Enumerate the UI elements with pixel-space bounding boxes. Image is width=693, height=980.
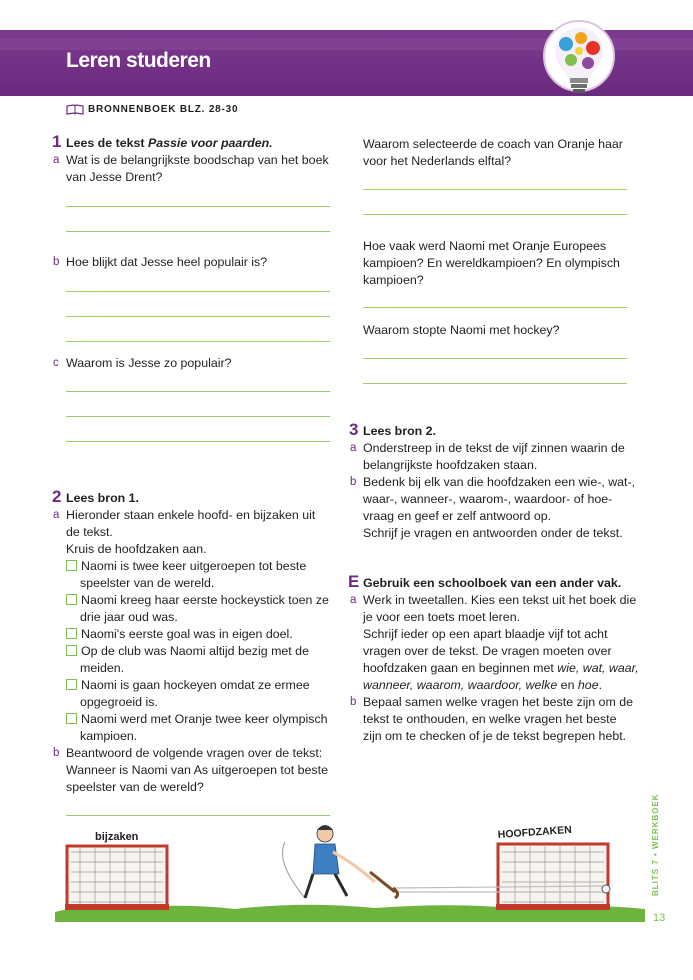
right-goal [496, 844, 610, 910]
option-2-line-2: drie jaar oud was. [80, 610, 178, 624]
question-1b-text: Hoe blijkt dat Jesse heel populair is? [66, 255, 268, 269]
question-ea-letter: a [350, 594, 357, 606]
question-2b-r2: Hoe vaak werd Naomi met Oranje Europees [363, 239, 607, 253]
question-3b-text: Bedenk bij elk van die hoofdzaken een wie-, wat-, [363, 475, 636, 489]
question-1c-text: Waarom is Jesse zo populair? [66, 356, 232, 370]
left-goal-label: bijzaken [95, 831, 139, 843]
question-2a-text-3: Kruis de hoofdzaken aan. [66, 542, 207, 556]
option-checkbox-5[interactable]: Naomi is gaan hockeyen omdat ze ermee [66, 677, 310, 694]
answer-line[interactable] [66, 206, 330, 207]
option-4-line-2: meiden. [80, 661, 125, 675]
question-3b-text-4: Schrijf je vragen en antwoorden onder de tekst. [363, 526, 623, 540]
question-2-number: 2 [52, 487, 62, 506]
hockey-illustration [55, 812, 645, 922]
answer-line[interactable] [363, 358, 627, 359]
question-1c-letter: c [53, 357, 59, 369]
question-2b-r3: Waarom stopte Naomi met hockey? [363, 323, 560, 337]
question-ea-text-2: je voor een toets moet leren. [363, 610, 521, 624]
right-goal-label: HOOFDZAKEN [497, 823, 573, 841]
question-2b-r2-3: kampioen? [363, 273, 424, 287]
page-number: 13 [653, 912, 666, 924]
answer-line[interactable] [66, 316, 330, 317]
source-reference [66, 104, 238, 115]
checkbox[interactable] [66, 679, 77, 690]
checkbox[interactable] [66, 560, 77, 571]
checkbox[interactable] [66, 645, 77, 656]
checkbox[interactable] [66, 594, 77, 605]
question-1-number: 1 [52, 132, 62, 151]
option-checkbox-6[interactable]: Naomi werd met Oranje twee keer olympisch [66, 711, 328, 728]
option-5-line-2: opgegroeid is. [80, 695, 158, 709]
option-checkbox-1[interactable]: Naomi is twee keer uitgeroepen tot beste [66, 558, 306, 575]
answer-line[interactable] [66, 291, 330, 292]
open-book-icon [66, 104, 84, 115]
question-1a-text-2: van Jesse Drent? [66, 170, 163, 184]
option-checkbox-2[interactable]: Naomi kreeg haar eerste hockeystick toen ze [66, 592, 329, 609]
source-label: BRONNENBOEK BLZ. 28-30 [88, 104, 239, 116]
side-footer-text: BLITS 7 • WERKBOEK [651, 793, 660, 896]
answer-line[interactable] [66, 391, 330, 392]
question-ea-text: Werk in tweetallen. Kies een tekst uit het boek die [363, 593, 637, 607]
question-ea-text-3: Schrijf ieder op een apart blaadje vijf tot acht [363, 627, 608, 641]
answer-line[interactable] [363, 214, 627, 215]
question-3-number: 3 [349, 420, 359, 439]
option-1-line-2: speelster van de wereld. [80, 576, 215, 590]
question-ea-text-4: vragen over de tekst. De vragen moeten over [363, 644, 612, 658]
option-checkbox-3[interactable]: Naomi's eerste goal was in eigen doel. [66, 626, 293, 643]
question-e-number: E [348, 572, 360, 591]
left-goal [65, 846, 169, 910]
answer-line[interactable] [363, 189, 627, 190]
option-checkbox-4[interactable]: Op de club was Naomi altijd bezig met de [66, 643, 309, 660]
question-2b-text-2: Wanneer is Naomi van As uitgeroepen tot beste [66, 763, 328, 777]
answer-line[interactable] [363, 307, 627, 308]
question-3a-text-2: belangrijkste hoofdzaken staan. [363, 458, 538, 472]
question-2b-text-3: speelster van de wereld? [66, 780, 204, 794]
checkbox[interactable] [66, 628, 77, 639]
answer-line[interactable] [66, 416, 330, 417]
question-2a-text-2: de tekst. [66, 525, 113, 539]
question-3b-letter: b [350, 476, 357, 488]
question-1-title: Lees de tekst Passie voor paarden. [66, 136, 273, 150]
question-3a-text: Onderstreep in de tekst de vijf zinnen waarin de [363, 441, 625, 455]
question-eb-letter: b [350, 696, 357, 708]
question-2a-text: Hieronder staan enkele hoofd- en bijzaken uit [66, 508, 316, 522]
answer-line[interactable] [363, 383, 627, 384]
question-3b-text-3: vraag en geef er zelf antwoord op. [363, 509, 552, 523]
question-ea-text-6: wanneer, waarom, waardoor, welke en hoe. [363, 678, 603, 692]
question-ea-text-5: hoofdzaken gaan en beginnen met wie, wat, waar, [363, 661, 639, 675]
question-2b-r1-2: voor het Nederlands elftal? [363, 154, 512, 168]
question-2b-letter: b [53, 747, 60, 759]
page-title: Leren studeren [66, 49, 211, 72]
question-1a-letter: a [53, 154, 60, 166]
hockey-player [283, 825, 398, 898]
question-3-title: Lees bron 2. [363, 424, 436, 438]
checkbox[interactable] [66, 713, 77, 724]
question-2a-letter: a [53, 509, 60, 521]
question-1b-letter: b [53, 256, 60, 268]
answer-line[interactable] [66, 441, 330, 442]
question-2b-r2-2: kampioen? En wereldkampioen? En olympisch [363, 256, 620, 270]
question-eb-text-2: tekst te onthouden, en welke vragen het beste [363, 712, 617, 726]
question-3a-letter: a [350, 442, 357, 454]
answer-line[interactable] [66, 231, 330, 232]
question-1a-text: Wat is de belangrijkste boodschap van het boek [66, 153, 329, 167]
question-eb-text: Bepaal samen welke vragen het beste zijn om de [363, 695, 633, 709]
question-eb-text-3: zijn om te checken of je de tekst begrepen hebt. [363, 729, 627, 743]
question-e-title: Gebruik een schoolboek van een ander vak. [363, 576, 622, 590]
question-2-title: Lees bron 1. [66, 491, 139, 505]
option-6-line-2: kampioen. [80, 729, 138, 743]
lightbulb-logo-icon [541, 18, 617, 104]
question-2b-r1: Waarom selecteerde de coach van Oranje haar [363, 137, 623, 151]
question-3b-text-2: waar-, wanneer-, waarom-, waardoor- of hoe- [363, 492, 613, 506]
question-2b-text: Beantwoord de volgende vragen over de tekst: [66, 746, 323, 760]
answer-line[interactable] [66, 341, 330, 342]
